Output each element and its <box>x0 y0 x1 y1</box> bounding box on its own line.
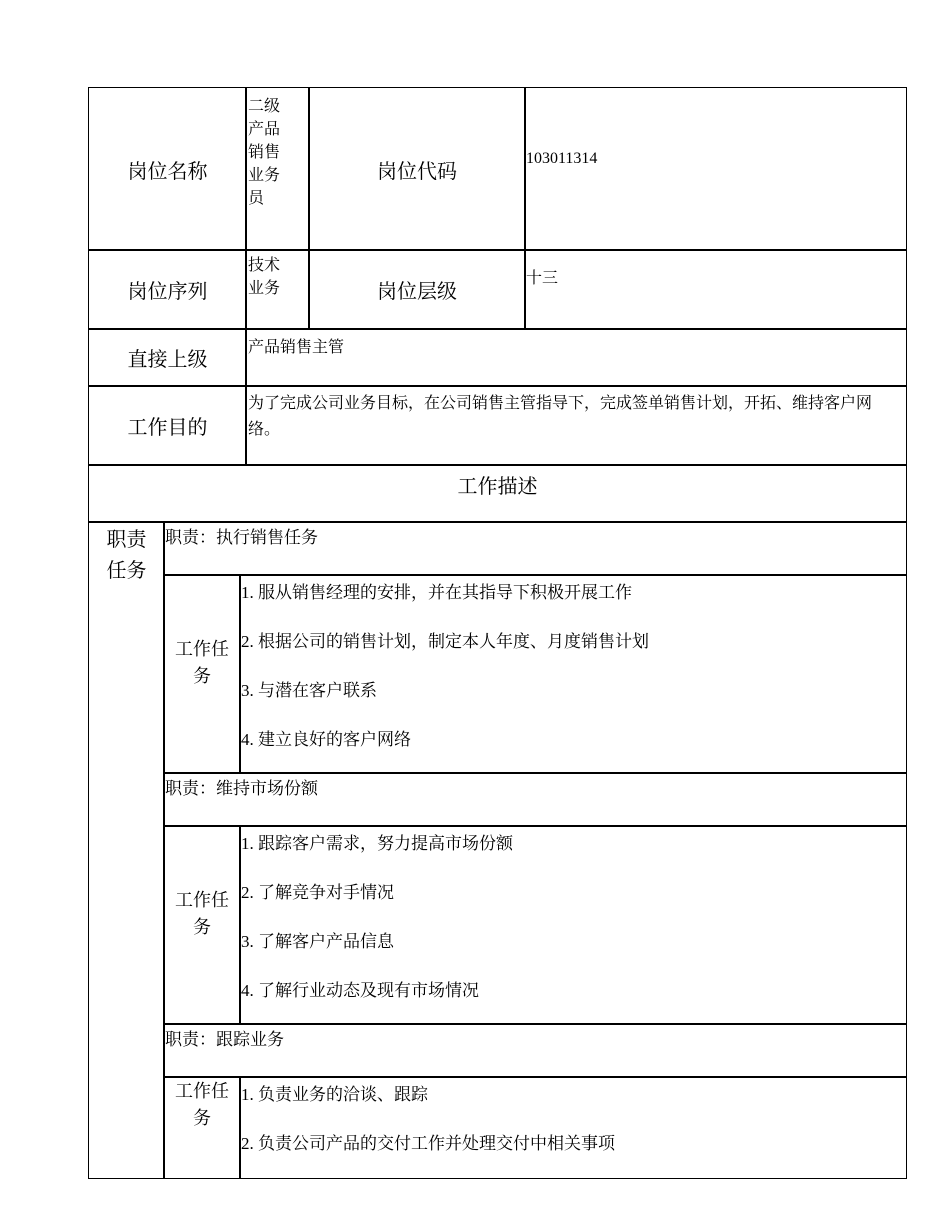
level-value: 十三 <box>526 270 559 287</box>
task-item: 1. 负责业务的洽谈、跟踪 <box>241 1085 428 1104</box>
purpose-label: 工作目的 <box>127 417 208 439</box>
position-name-value <box>248 95 308 210</box>
task-label-line: 务 <box>193 666 211 686</box>
position-name-label: 岗位名称 <box>127 160 208 183</box>
task-item: 3. 了解客户产品信息 <box>241 932 394 951</box>
level-label: 岗位层级 <box>377 281 457 303</box>
row-divider <box>164 1076 907 1078</box>
col-divider <box>524 87 526 329</box>
sequence-label: 岗位序列 <box>127 281 208 303</box>
supervisor-label: 直接上级 <box>127 349 208 371</box>
task-label-line: 务 <box>193 917 211 937</box>
row-divider <box>88 521 907 523</box>
description-title: 工作描述 <box>457 475 538 498</box>
position-name-line: 销售 <box>248 144 281 161</box>
sequence-value <box>248 254 308 300</box>
row-divider <box>164 825 907 827</box>
task-label <box>165 636 239 690</box>
task-item: 4. 建立良好的客户网络 <box>241 730 411 749</box>
sequence-line: 技术 <box>248 257 281 274</box>
duty-section-line: 职责 <box>106 529 147 551</box>
position-code-label: 岗位代码 <box>377 160 457 183</box>
task-label-line: 工作任 <box>175 890 229 910</box>
duty-title: 职责：跟踪业务 <box>165 1030 284 1049</box>
row-divider <box>164 772 907 774</box>
task-item: 2. 了解竞争对手情况 <box>241 883 394 902</box>
position-name-line: 二级 <box>248 98 281 115</box>
task-item: 3. 与潜在客户联系 <box>241 681 377 700</box>
task-label <box>165 1078 239 1132</box>
task-label-line: 工作任 <box>175 1081 229 1101</box>
position-code-value: 103011314 <box>526 150 598 167</box>
col-divider <box>245 87 247 465</box>
sequence-line: 业务 <box>248 280 281 297</box>
task-label <box>165 887 239 941</box>
task-item: 2. 根据公司的销售计划，制定本人年度、月度销售计划 <box>241 632 649 651</box>
supervisor-value: 产品销售主管 <box>248 339 345 356</box>
duty-section-line: 任务 <box>106 560 147 582</box>
task-label-line: 工作任 <box>175 639 229 659</box>
task-label-line: 务 <box>193 1108 211 1128</box>
purpose-value: 为了完成公司业务目标，在公司销售主管指导下，完成签单销售计划，开拓、维持客户网络。 <box>248 395 873 438</box>
position-name-line: 业务 <box>248 167 281 184</box>
task-item: 2. 负责公司产品的交付工作并处理交付中相关事项 <box>241 1134 615 1153</box>
duty-title: 职责：维持市场份额 <box>165 779 318 798</box>
duty-section-label <box>90 525 163 587</box>
task-item: 1. 跟踪客户需求，努力提高市场份额 <box>241 834 513 853</box>
row-divider <box>164 574 907 576</box>
duty-title: 职责：执行销售任务 <box>165 528 318 547</box>
position-name-line: 员 <box>248 190 265 207</box>
position-name-line: 产品 <box>248 121 281 138</box>
task-item: 4. 了解行业动态及现有市场情况 <box>241 981 479 1000</box>
task-item: 1. 服从销售经理的安排，并在其指导下积极开展工作 <box>241 583 632 602</box>
row-divider <box>164 1023 907 1025</box>
